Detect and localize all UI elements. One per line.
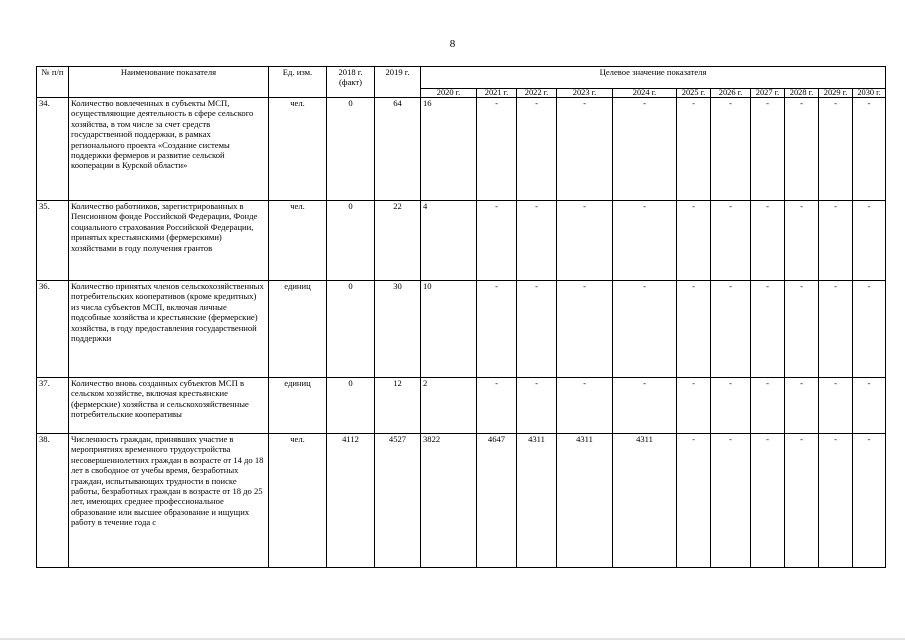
header-year: 2030 г.	[853, 89, 886, 98]
target-value: -	[613, 378, 677, 434]
value-2019: 30	[375, 281, 421, 378]
target-value: 16	[421, 98, 477, 201]
target-value: -	[477, 98, 517, 201]
target-value: -	[751, 281, 785, 378]
indicator-name: Количество работников, зарегистрированных в Пенсионном фонде Российской Федерации, Фонде социального страхования Российской Федерации, принятых крестьянскими (фермерскими) хозяйствами в году получения грантов	[69, 201, 269, 281]
row-number: 38.	[37, 434, 69, 568]
unit-cell: чел.	[269, 434, 327, 568]
row-number: 35.	[37, 201, 69, 281]
value-2019: 64	[375, 98, 421, 201]
value-2018: 0	[327, 378, 375, 434]
target-value: -	[853, 378, 886, 434]
value-2019: 12	[375, 378, 421, 434]
target-value: -	[517, 281, 557, 378]
target-value: -	[613, 201, 677, 281]
target-value: -	[557, 201, 613, 281]
target-value: -	[613, 98, 677, 201]
value-2019: 4527	[375, 434, 421, 568]
target-value: 4311	[517, 434, 557, 568]
target-value: 3822	[421, 434, 477, 568]
target-value: -	[819, 98, 853, 201]
target-value: -	[785, 281, 819, 378]
target-value: -	[477, 281, 517, 378]
target-value: -	[711, 98, 751, 201]
target-value: 4311	[613, 434, 677, 568]
target-value: -	[557, 98, 613, 201]
target-value: -	[711, 281, 751, 378]
target-value: -	[613, 281, 677, 378]
header-num: № п/п	[37, 67, 69, 98]
target-value: -	[751, 201, 785, 281]
header-2019: 2019 г.	[375, 67, 421, 98]
header-year: 2025 г.	[677, 89, 711, 98]
value-2019: 22	[375, 201, 421, 281]
target-value: -	[517, 98, 557, 201]
target-value: -	[477, 378, 517, 434]
target-value: -	[819, 201, 853, 281]
table-row	[37, 378, 886, 434]
value-2018: 0	[327, 98, 375, 201]
header-year: 2021 г.	[477, 89, 517, 98]
target-value: -	[853, 281, 886, 378]
target-value: -	[477, 201, 517, 281]
target-value: 4311	[557, 434, 613, 568]
target-value: -	[853, 201, 886, 281]
header-year: 2023 г.	[557, 89, 613, 98]
header-year: 2022 г.	[517, 89, 557, 98]
header-name: Наименование показателя	[69, 67, 269, 98]
target-value: -	[819, 378, 853, 434]
target-value: -	[751, 98, 785, 201]
target-value: -	[711, 434, 751, 568]
header-year: 2026 г.	[711, 89, 751, 98]
indicator-name: Количество вовлеченных в субъекты МСП, осуществляющие деятельность в сфере сельского хозяйства, в том числе за счет средств государственной поддержки, в рамках регионального проекта «Создание системы поддержки фермеров и развитие сельской кооперации в Курской области»	[69, 98, 269, 201]
target-value: -	[677, 281, 711, 378]
target-value: -	[677, 434, 711, 568]
target-value: -	[711, 378, 751, 434]
header-2018: 2018 г. (факт)	[327, 67, 375, 98]
target-value: 2	[421, 378, 477, 434]
page-number: 8	[449, 38, 456, 50]
table-row	[37, 98, 886, 201]
header-year: 2027 г.	[751, 89, 785, 98]
target-value: -	[677, 201, 711, 281]
target-value: -	[711, 201, 751, 281]
header-year: 2024 г.	[613, 89, 677, 98]
target-value: -	[557, 378, 613, 434]
target-value: -	[785, 434, 819, 568]
value-2018: 0	[327, 201, 375, 281]
table-row	[37, 434, 886, 568]
target-value: -	[853, 434, 886, 568]
target-value: -	[751, 434, 785, 568]
indicators-table	[36, 66, 886, 568]
header-row	[37, 67, 886, 89]
table-row	[37, 281, 886, 378]
target-value: -	[557, 281, 613, 378]
target-value: 4	[421, 201, 477, 281]
target-value: -	[677, 98, 711, 201]
indicator-name: Численность граждан, принявших участие в мероприятиях временного трудоустройства несовершеннолетних граждан в возрасте от 14 до 18 лет в свободное от учебы время, безработных граждан, испытывающих трудности в поиске работы, безработных граждан в возрасте от 18 до 25 лет, имеющих среднее профессиональное образование или высшее образование и ищущих работу в течение года с	[69, 434, 269, 568]
row-number: 36.	[37, 281, 69, 378]
value-2018: 0	[327, 281, 375, 378]
target-value: -	[819, 281, 853, 378]
table-row	[37, 201, 886, 281]
target-value: -	[517, 201, 557, 281]
target-value: -	[517, 378, 557, 434]
header-unit: Ед. изм.	[269, 67, 327, 98]
unit-cell: единиц	[269, 378, 327, 434]
target-value: 10	[421, 281, 477, 378]
row-number: 37.	[37, 378, 69, 434]
header-year: 2028 г.	[785, 89, 819, 98]
target-value: -	[785, 201, 819, 281]
header-year: 2029 г.	[819, 89, 853, 98]
target-value: -	[751, 378, 785, 434]
target-value: 4647	[477, 434, 517, 568]
target-value: -	[677, 378, 711, 434]
row-number: 34.	[37, 98, 69, 201]
unit-cell: чел.	[269, 201, 327, 281]
indicator-name: Количество вновь созданных субъектов МСП в сельском хозяйстве, включая крестьянские (фермерские) хозяйства и сельскохозяйственные потребительские кооперативы	[69, 378, 269, 434]
unit-cell: чел.	[269, 98, 327, 201]
indicator-name: Количество принятых членов сельскохозяйственных потребительских кооперативов (кроме кредитных) из числа субъектов МСП, включая личные подсобные хозяйства и крестьянские (фермерские) хозяйства, в году предоставления государственной поддержки	[69, 281, 269, 378]
value-2018: 4112	[327, 434, 375, 568]
target-value: -	[785, 98, 819, 201]
target-value: -	[785, 378, 819, 434]
target-value: -	[853, 98, 886, 201]
header-target: Целевое значение показателя	[421, 67, 886, 89]
unit-cell: единиц	[269, 281, 327, 378]
header-year: 2020 г.	[421, 89, 477, 98]
target-value: -	[819, 434, 853, 568]
